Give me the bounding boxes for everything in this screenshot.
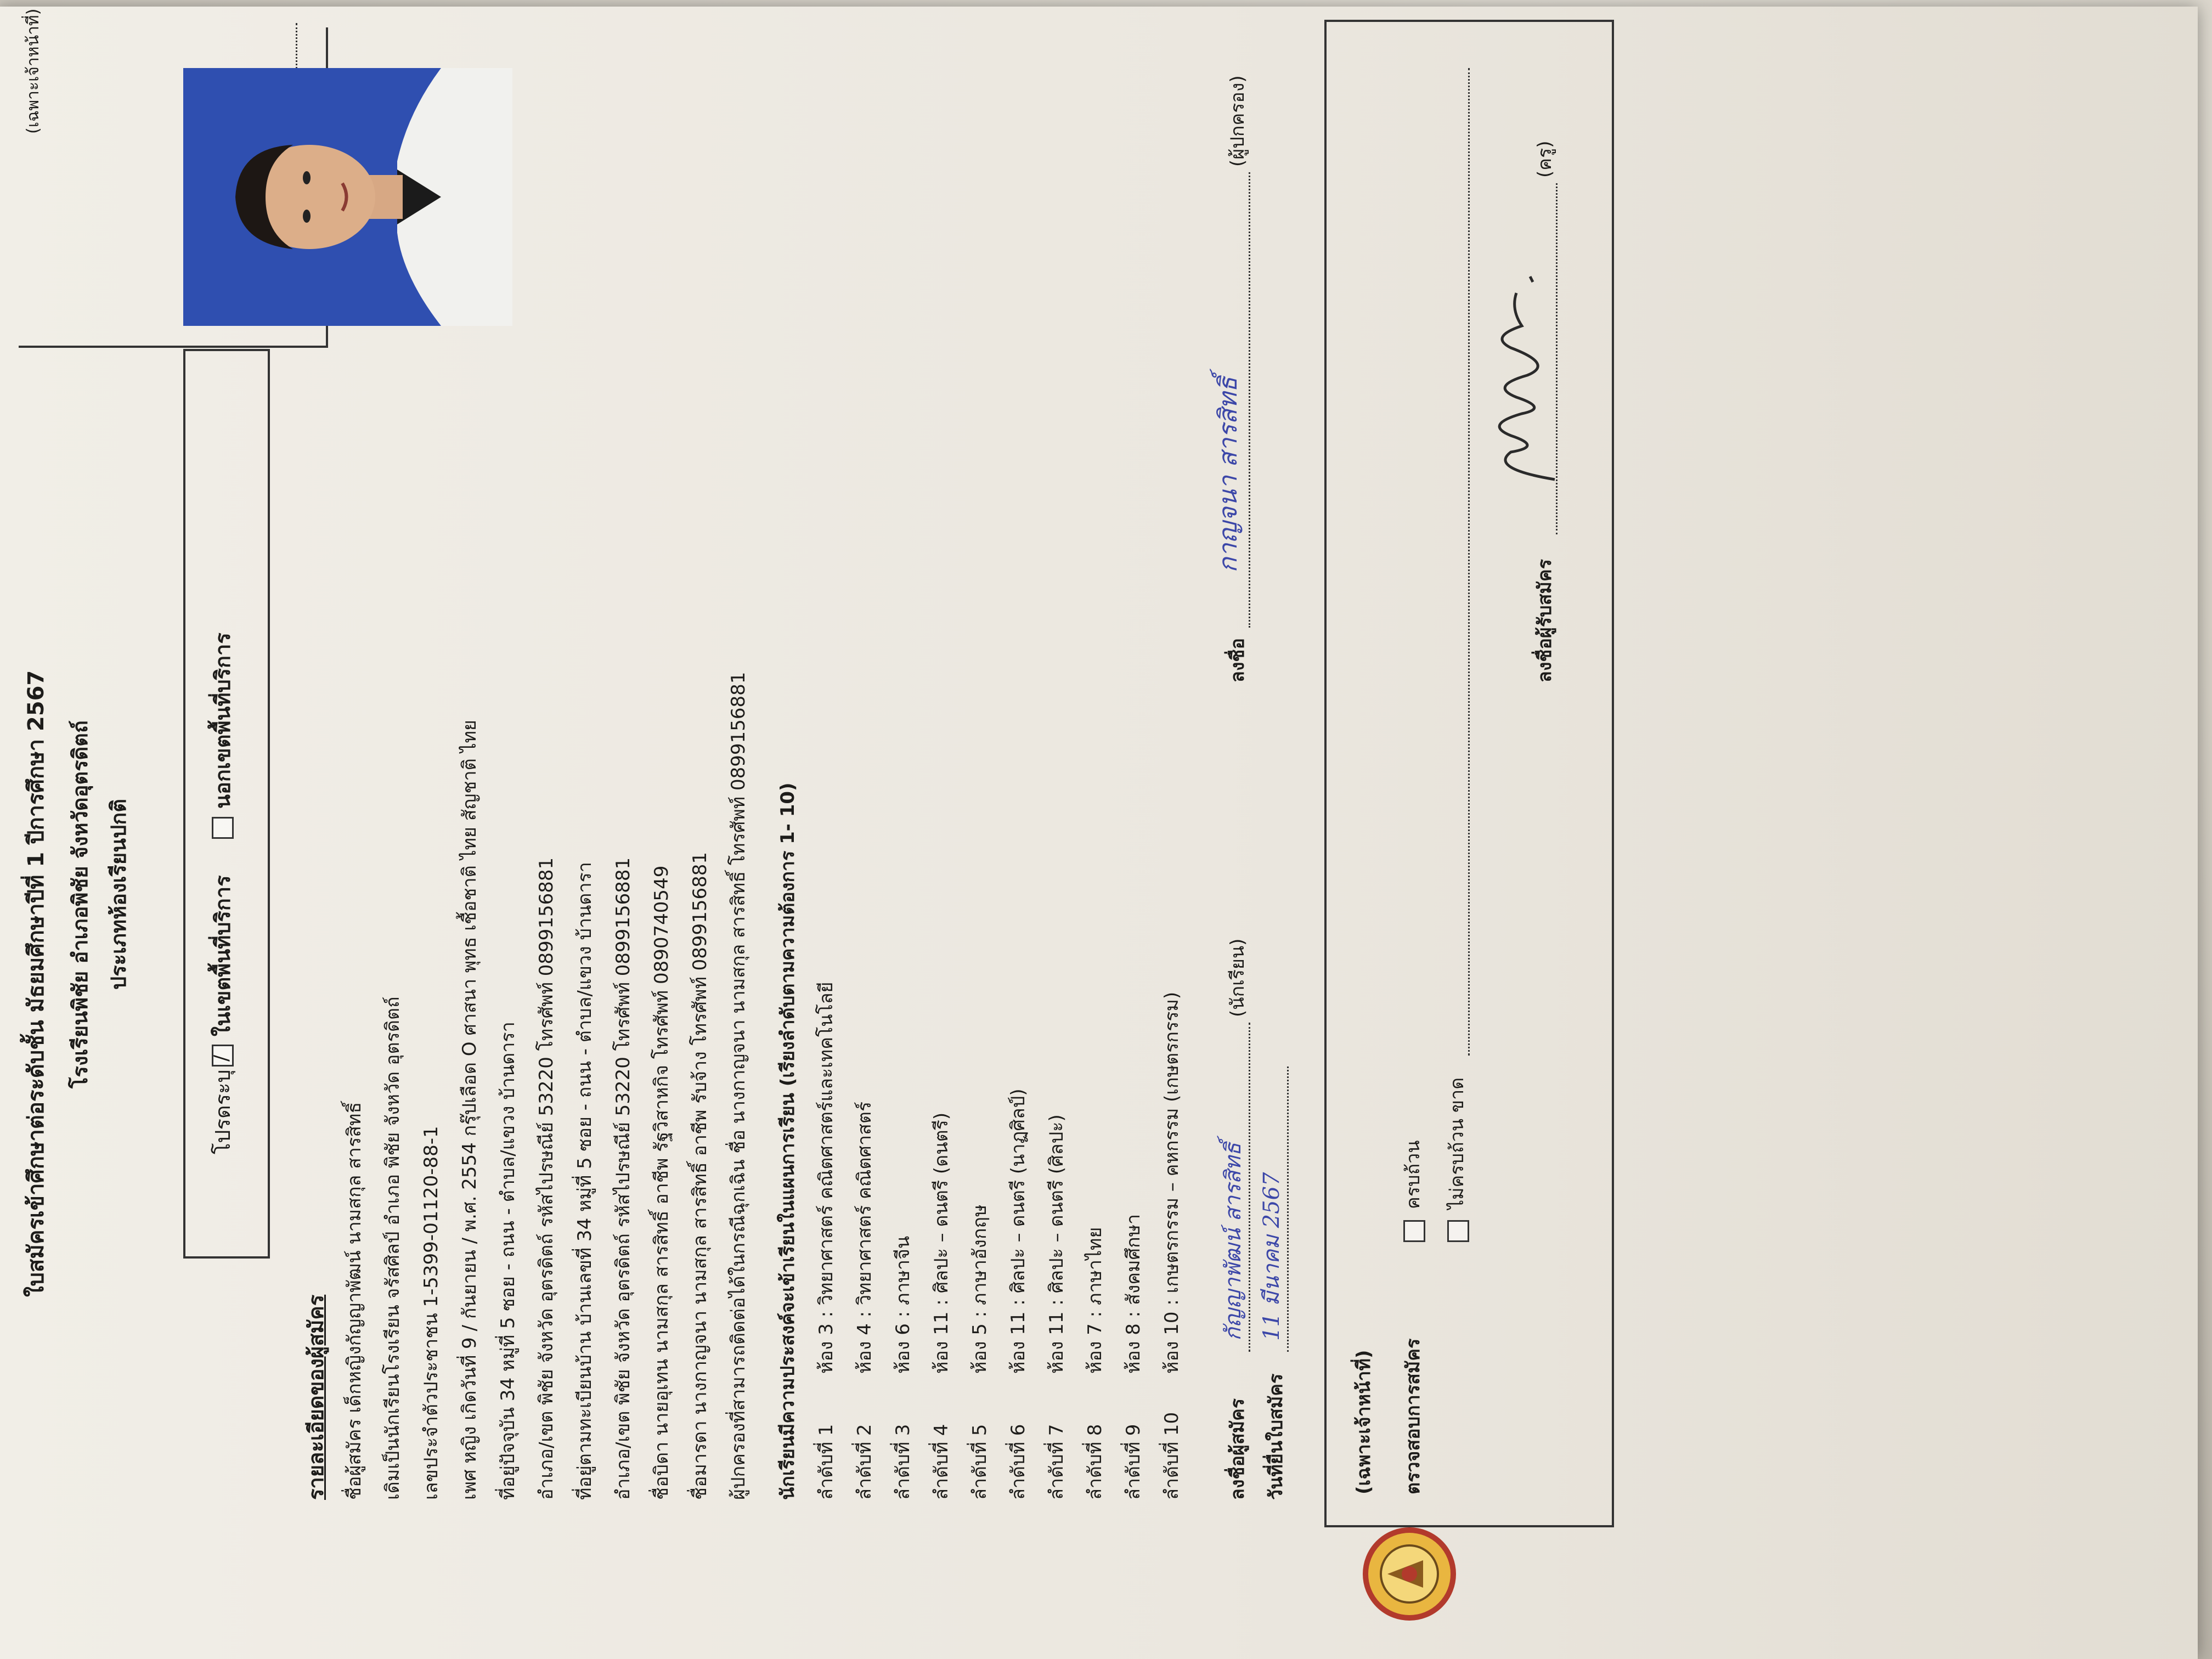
check-mark: / (210, 1054, 233, 1062)
choice-room: ห้อง 11 : ศิลปะ – ดนตรี (นาฏศิลป์) (1007, 1088, 1029, 1374)
in-zone-label: ในเขตพื้นที่บริการ (211, 875, 235, 1036)
form-title: ใบสมัครเข้าศึกษาต่อระดับชั้น มัธยมศึกษาปีที่ 1 ปีการศึกษา 2567 (24, 670, 49, 1297)
detail-line: ชื่อผู้สมัคร เด็กหญิงกัญญาพัฒน์ นามสกุล สารสิทธิ์ (343, 1102, 365, 1500)
corner-note: (เฉพาะเจ้าหน้าที่) (24, 8, 43, 134)
classroom-type: ประเภทห้องเรียนปกติ (106, 799, 131, 990)
guardian-signature-line (1249, 172, 1250, 628)
missing-items-line (1468, 68, 1470, 1056)
submission-date-label: วันที่ยื่นใบสมัคร (1265, 1373, 1287, 1500)
receiver-signature-label: ลงชื่อผู้รับสมัคร (1534, 559, 1556, 682)
choice-room: ห้อง 4 : วิทยาศาสตร์ คณิตศาสตร์ (854, 1101, 876, 1374)
choice-room: ห้อง 7 : ภาษาไทย (1084, 1227, 1106, 1374)
complete-label: ครบถ้วน (1402, 1140, 1424, 1209)
choice-room: ห้อง 3 : วิทยาศาสตร์ คณิตศาสตร์และเทคโนโลยี (815, 981, 837, 1374)
detail-line: ที่อยู่ปัจจุบัน 34 หมู่ที่ 5 ซอย - ถนน - ตำบล/แขวง บ้านดารา (497, 1022, 519, 1500)
detail-line: อำเภอ/เขต พิชัย จังหวัด อุตรดิตถ์ รหัสไปรษณีย์ 53220 โทรศัพท์ 0899156881 (535, 857, 557, 1500)
detail-line: ชื่อมารดา นางกาญจนา นามสกุล สารสิทธิ์ อาชีพ รับจ้าง โทรศัพท์ 0899156881 (689, 852, 711, 1500)
choice-room: ห้อง 5 : ภาษาอังกฤษ (969, 1204, 991, 1374)
section-heading: รายละเอียดของผู้สมัคร (304, 1294, 328, 1500)
choice-rank: ลำดับที่ 10 (1161, 1412, 1183, 1500)
incomplete-label: ไม่ครบถ้วน ขาด (1446, 1077, 1468, 1209)
applicant-signature: กัญญาพัฒน์ สารสิทธิ์ (1221, 1143, 1246, 1341)
choice-rank: ลำดับที่ 7 (1046, 1424, 1068, 1500)
choice-room: ห้อง 8 : สังคมศึกษา (1122, 1214, 1144, 1374)
detail-line: ผู้ปกครองที่สามารถติดต่อได้ในกรณีฉุกเฉิน ชื่อ นางกาญจนา นามสกุล สารสิทธิ์ โทรศัพท์ 0899156881 (727, 672, 749, 1500)
specify-label: โปรดระบุ (211, 1069, 235, 1154)
plan-heading: นักเรียนมีความประสงค์จะเข้าเรียนในแผนการเรียน (เรียงลำดับตามความต้องการ 1- 10) (777, 782, 799, 1500)
applicant-role: (นักเรียน) (1227, 938, 1249, 1017)
choice-rank: ลำดับที่ 9 (1122, 1424, 1144, 1500)
submission-date-line (1287, 1066, 1289, 1352)
receiver-signature-scribble (1478, 260, 1571, 490)
applicant-signature-line (1249, 1023, 1250, 1352)
staff-heading: (เฉพาะเจ้าหน้าที่) (1353, 1350, 1375, 1494)
choice-room: ห้อง 11 : ศิลปะ – ดนตรี (ศิลปะ) (1046, 1114, 1068, 1374)
detail-line: เลขประจำตัวประชาชน 1-5399-01120-88-1 (420, 1126, 442, 1500)
choice-rank: ลำดับที่ 4 (930, 1424, 952, 1500)
choice-room: ห้อง 10 : เกษตรกรรม – คหกรรม (เกษตรกรรม) (1161, 991, 1183, 1374)
detail-line: อำเภอ/เขต พิชัย จังหวัด อุตรดิตถ์ รหัสไปรษณีย์ 53220 โทรศัพท์ 0899156881 (612, 857, 634, 1500)
school-seal-icon (1363, 1527, 1456, 1621)
guardian-role: (ผู้ปกครอง) (1227, 75, 1249, 167)
check-application-label: ตรวจสอบการสมัคร (1402, 1338, 1424, 1494)
guardian-signature: กาญจนา สารสิทธิ์ (1213, 377, 1243, 573)
detail-line: ชื่อบิดา นายอุเทน นามสกุล สารสิทธิ์ อาชีพ รัฐวิสาหกิจ โทรศัพท์ 0890740549 (651, 865, 673, 1500)
submission-date-value: 11 มีนาคม 2567 (1259, 1172, 1284, 1341)
detail-line: เดิมเป็นนักเรียนโรงเรียน จรัสศิลป์ อำเภอ พิชัย จังหวัด อุตรดิตถ์ (382, 996, 404, 1500)
in-zone-checkbox[interactable] (212, 1045, 234, 1066)
guardian-signature-label: ลงชื่อ (1227, 638, 1249, 682)
choice-room: ห้อง 6 : ภาษาจีน (892, 1235, 914, 1374)
receiver-role: (ครู) (1534, 140, 1556, 178)
applicant-signature-label: ลงชื่อผู้สมัคร (1227, 1398, 1249, 1500)
complete-checkbox[interactable] (1403, 1220, 1425, 1242)
out-of-zone-label: นอกเขตพื้นที่บริการ (211, 633, 235, 809)
application-form-sheet (0, 7, 2198, 1659)
applicant-photo (183, 68, 512, 326)
incomplete-checkbox[interactable] (1447, 1220, 1469, 1242)
detail-line: ที่อยู่ตามทะเบียนบ้าน บ้านเลขที่ 34 หมู่ที่ 5 ซอย - ถนน - ตำบล/แขวง บ้านดารา (574, 862, 596, 1500)
school-name: โรงเรียนพิชัย อำเภอพิชัย จังหวัดอุตรดิตถ์ (68, 720, 92, 1088)
choice-room: ห้อง 11 : ศิลปะ – ดนตรี (ดนตรี) (930, 1112, 952, 1374)
out-of-zone-checkbox[interactable] (212, 817, 234, 839)
choice-rank: ลำดับที่ 5 (969, 1424, 991, 1500)
detail-line: เพศ หญิง เกิดวันที่ 9 / กันยายน / พ.ศ. 2554 กรุ๊ปเลือด O ศาสนา พุทธ เชื้อชาติ ไทย สัญชาติ ไทย (459, 720, 481, 1500)
choice-rank: ลำดับที่ 1 (815, 1424, 837, 1500)
choice-rank: ลำดับที่ 2 (854, 1424, 876, 1500)
choice-rank: ลำดับที่ 8 (1084, 1424, 1106, 1500)
choice-rank: ลำดับที่ 6 (1007, 1424, 1029, 1500)
choice-rank: ลำดับที่ 3 (892, 1424, 914, 1500)
